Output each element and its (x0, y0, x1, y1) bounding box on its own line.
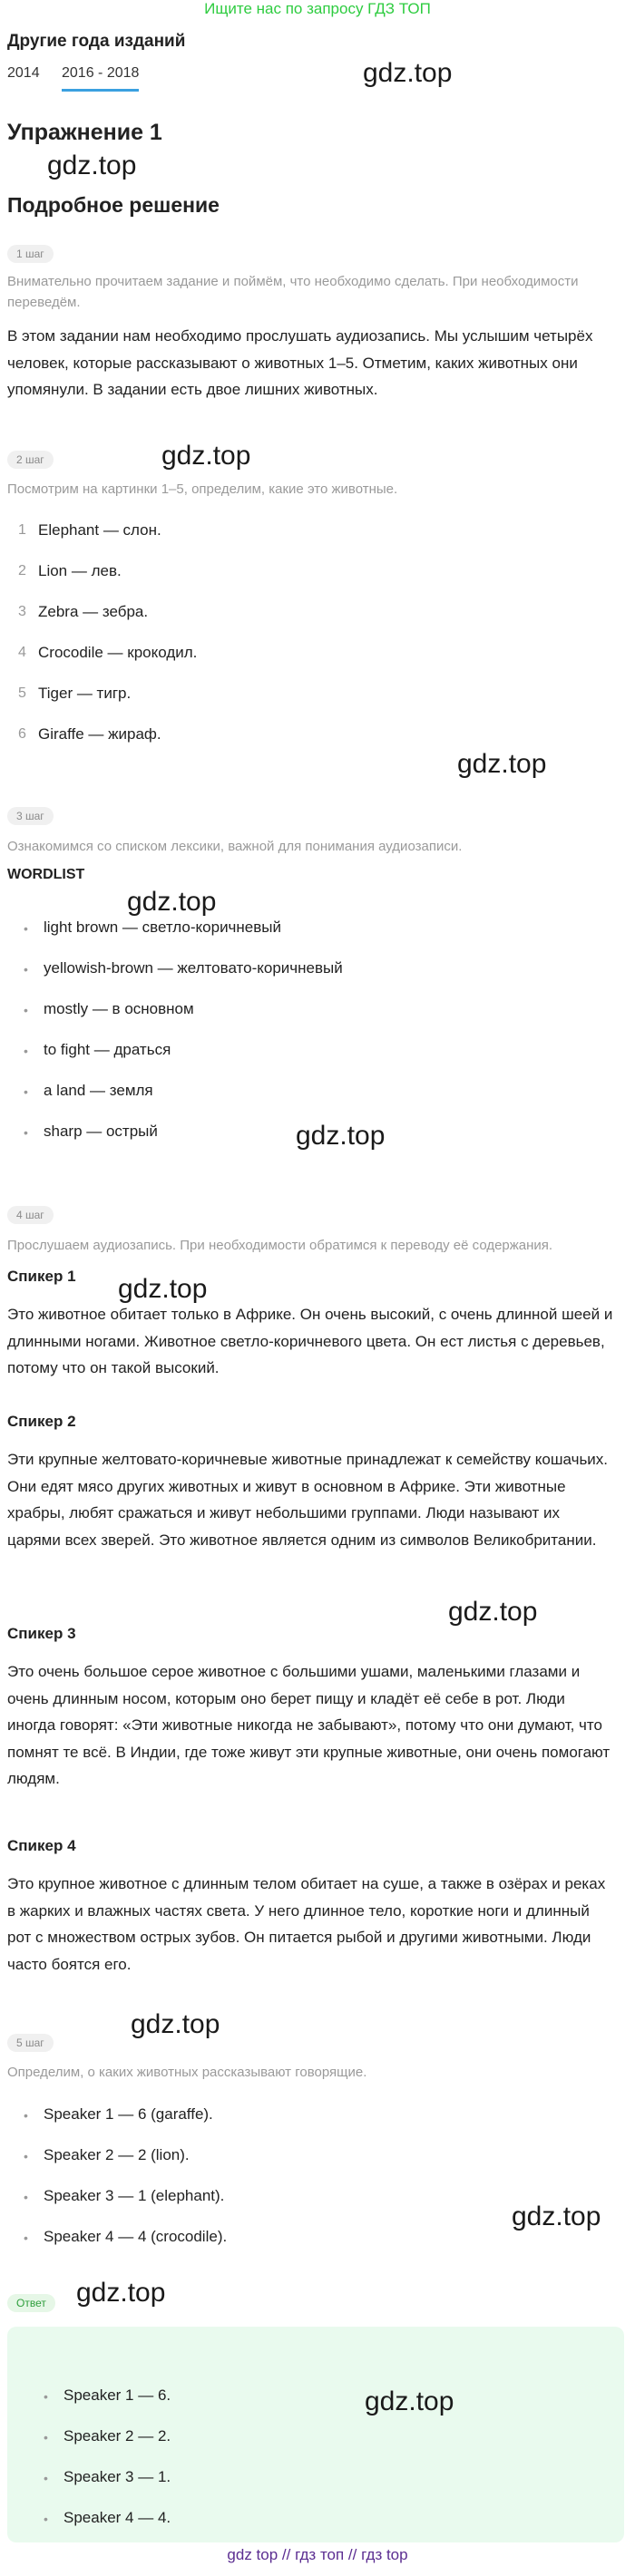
speaker-result: Speaker 3 — 1 (elephant). (44, 2187, 225, 2204)
step-3-badge: 3 шаг (7, 807, 54, 825)
watermark: gdz.top (118, 1274, 208, 1304)
watermark: gdz.top (457, 749, 547, 779)
wordlist-item: sharp — острый (44, 1123, 158, 1140)
step-5-note: Определим, о каких животных рассказывают говорящие. (7, 2065, 367, 2080)
step-4-note: Прослушаем аудиозапись. При необходимости обратимся к переводу её содержания. (7, 1238, 553, 1253)
speaker-1-text: Это животное обитает только в Африке. Он очень высокий, с очень длинной шеей и длинными ногами. Животное светло-коричневого цвета. Он ест листья с деревьев, потому что он такой высокий. (7, 1306, 613, 1376)
bullet-dot: • (24, 2149, 28, 2163)
wordlist-item: mostly — в основном (44, 1000, 194, 1017)
speaker-result: Speaker 4 — 4 (crocodile). (44, 2228, 228, 2245)
bullet-dot: • (44, 2512, 48, 2526)
list-item: Giraffe — жираф. (38, 725, 161, 743)
list-item-number: 5 (18, 685, 26, 701)
watermark: gdz.top (365, 2386, 454, 2416)
speaker-3-title: Спикер 3 (7, 1625, 76, 1642)
wordlist-item: yellowish-brown — желтовато-коричневый (44, 959, 343, 977)
answer-item: Speaker 2 — 2. (64, 2427, 171, 2445)
bullet-dot: • (24, 2231, 28, 2245)
bullet-dot: • (24, 962, 28, 977)
bullet-dot: • (44, 2471, 48, 2485)
list-item: Lion — лев. (38, 562, 122, 579)
bullet-dot: • (24, 1044, 28, 1058)
bullet-dot: • (24, 2190, 28, 2204)
bullet-dot: • (24, 1125, 28, 1140)
list-item: Tiger — тигр. (38, 685, 132, 702)
year-tab-2016-2018[interactable]: 2016 - 2018 (62, 65, 139, 92)
speaker-2-title: Спикер 2 (7, 1413, 76, 1430)
bullet-dot: • (24, 921, 28, 936)
list-item-number: 2 (18, 563, 26, 578)
speaker-2-text: Эти крупные желтовато-коричневые животные принадлежат к семейству кошачьих. Они едят мясо других животных и живут в основном в Африке. Эти животные храбры, любят сражаться и живут небольшими группами. Люди называют их царями всех зверей. Это животное является одним из символов Великобритании. (7, 1451, 609, 1549)
watermark: gdz.top (127, 887, 217, 917)
top-search-link[interactable]: Ищите нас по запросу ГДЗ ТОП (204, 0, 431, 17)
step-1-badge: 1 шаг (7, 245, 54, 263)
step-3-note: Ознакомимся со списком лексики, важной для понимания аудиозаписи. (7, 839, 463, 854)
step-5-badge: 5 шаг (7, 2034, 54, 2052)
step-2-note: Посмотрим на картинки 1–5, определим, какие это животные. (7, 481, 398, 497)
step-4-badge: 4 шаг (7, 1206, 54, 1224)
watermark: gdz.top (448, 1597, 538, 1627)
wordlist-title: WORDLIST (7, 867, 85, 882)
speaker-result: Speaker 1 — 6 (garaffe). (44, 2105, 213, 2123)
bullet-dot: • (44, 2430, 48, 2445)
bullet-dot: • (24, 2108, 28, 2123)
answer-item: Speaker 4 — 4. (64, 2509, 171, 2526)
list-item-number: 3 (18, 604, 26, 619)
watermark: gdz.top (363, 58, 453, 88)
watermark: gdz.top (512, 2202, 601, 2231)
list-item-number: 6 (18, 726, 26, 742)
speaker-result: Speaker 2 — 2 (lion). (44, 2146, 190, 2163)
step-2-badge: 2 шаг (7, 451, 54, 469)
list-item: Elephant — слон. (38, 521, 161, 539)
wordlist-item: a land — земля (44, 1082, 153, 1099)
bullet-dot: • (24, 1003, 28, 1017)
watermark: gdz.top (47, 151, 137, 180)
year-tab-2014[interactable]: 2014 (7, 65, 40, 81)
exercise-title: Упражнение 1 (7, 120, 162, 145)
solution-title: Подробное решение (7, 193, 220, 217)
watermark: gdz.top (296, 1121, 386, 1151)
answer-badge: Ответ (7, 2294, 55, 2312)
wordlist-item: light brown — светло-коричневый (44, 919, 282, 936)
speaker-1-title: Спикер 1 (7, 1268, 76, 1285)
wordlist-item: to fight — драться (44, 1041, 171, 1058)
list-item-number: 4 (18, 645, 26, 660)
bullet-dot: • (24, 1084, 28, 1099)
list-item: Crocodile — крокодил. (38, 644, 198, 661)
answer-item: Speaker 3 — 1. (64, 2468, 171, 2485)
step-1-text: В этом задании нам необходимо прослушать аудиозапись. Мы услышим четырёх человек, которые рассказывают о животных 1–5. Отметим, каких животных они упомянули. В задании есть двое лишних животных. (7, 327, 593, 398)
speaker-3-text: Это очень большое серое животное с большими ушами, маленькими глазами и очень длинным носом, которым оно берет пищу и кладёт её себе в рот. Люди иногда говорят: «Эти животные никогда не забывают», потому что они думают, что помнят те всё. В Индии, где тоже живут эти крупные животные, они очень помогают людям. (7, 1663, 611, 1787)
footer-text: gdz top // гдз топ // гдз top (227, 2546, 408, 2563)
list-item-number: 1 (18, 522, 26, 538)
speaker-4-title: Спикер 4 (7, 1837, 76, 1854)
answer-item: Speaker 1 — 6. (64, 2386, 171, 2404)
other-years-title: Другие года изданий (7, 32, 186, 51)
watermark: gdz.top (161, 441, 251, 471)
list-item: Zebra — зебра. (38, 603, 149, 620)
bullet-dot: • (44, 2389, 48, 2404)
speaker-4-text: Это крупное животное с длинным телом обитает на суше, а также в озёрах и реках в жарких и влажных частях света. У него длинное тело, короткие ноги и длинный рот с множеством острых зубов. Он питается рыбой и другими животными. Люди часто боятся его. (7, 1875, 606, 1973)
watermark: gdz.top (76, 2278, 166, 2308)
watermark: gdz.top (131, 2009, 220, 2039)
step-1-note: Внимательно прочитаем задание и поймём, что необходимо сделать. При необходимости переведём. (7, 274, 579, 310)
